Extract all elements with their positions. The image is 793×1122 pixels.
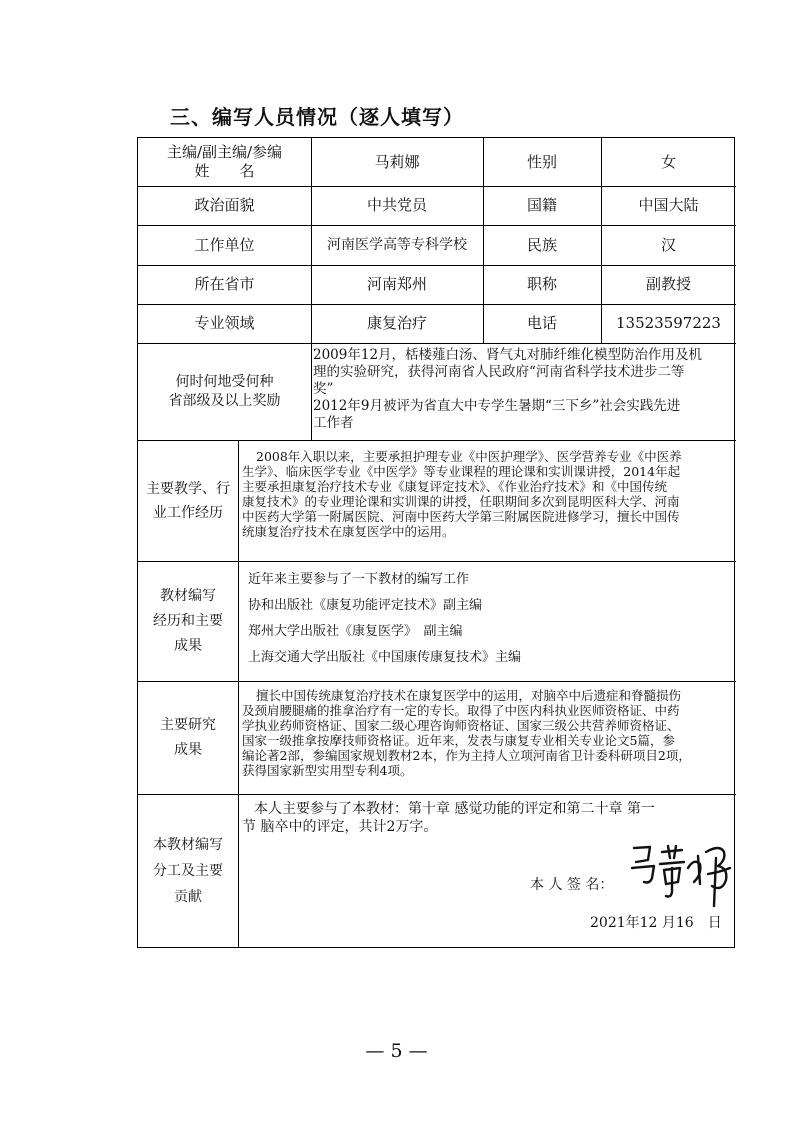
name-value: 马莉娜 [374,152,420,171]
awards-content [313,347,735,439]
field-value: 康复治疗 [366,314,427,332]
research-line: 获得国家新型实用型专利4项。 [242,763,413,778]
research-label-line2: 成果 [174,741,202,758]
title-value: 副教授 [645,275,691,293]
experience-line: 统康复治疗技术在康复医学中的运用。 [242,524,455,539]
experience-label [138,440,238,561]
experience-line: 中医药大学第一附属医院、河南中医药大学第三附属医院进修学习，擅长中国传 [242,509,680,524]
politics-value: 中共党员 [366,196,427,214]
textbooks-line: 郑州大学出版社《康复医学》 副主编 [248,624,463,639]
phone-label: 电话 [526,314,557,332]
field-label: 专业领域 [194,314,255,332]
experience-line: 康复技术》的专业理论课和实训课的讲授，任职期间多次到昆明医科大学、河南 [242,494,680,509]
signature-label-text: 本 人 签 名： [530,877,614,893]
employer-label: 工作单位 [194,235,255,254]
contribution-label-line1: 本教材编写 [153,836,223,853]
city-label: 所在省市 [194,275,255,293]
textbooks-content [248,572,734,678]
textbooks-label [138,561,238,681]
phone-value: 13523597223 [616,314,721,332]
nationality-value: 中国大陆 [638,196,699,214]
research-line: 编论著2部，参编国家规划教材2本，作为主持人立项河南省卫计委科研项目2项， [242,748,691,763]
ethnicity-value: 汉 [660,235,676,254]
nationality-label: 国籍 [526,196,557,214]
page-number: — 5 — [365,1040,428,1062]
textbooks-label-line3: 成果 [174,637,202,654]
research-line: 学执业药师资格证、国家二级心理咨询师资格证、国家三级公共营养师资格证、 [242,718,680,733]
awards-line: 奖” [313,381,334,397]
awards-label [138,343,311,440]
textbooks-label-line1: 教材编写 [160,587,216,604]
awards-label-line2: 省部级及以上奖励 [168,392,281,409]
textbooks-line: 协和出版社《康复功能评定技术》副主编 [248,598,483,613]
research-line: 国家一级推拿按摩技师资格证。近年来，发表与康复专业相关专业论文5篇，参 [242,733,675,748]
awards-line: 工作者 [313,415,354,431]
textbooks-label-line2: 经历和主要 [153,612,223,629]
awards-line: 理的实验研究，获得河南省人民政府“河南省科学技术进步二等 [313,364,685,380]
experience-line: 生学》、临床医学专业《中医学》等专业课程的理论课和实训课讲授，2014年起 [242,464,681,479]
gender-value: 女 [660,152,676,171]
section-title: 三、编写人员情况（逐人填写） [170,105,464,129]
textbooks-line: 上海交通大学出版社《中国康传康复技术》主编 [248,650,522,665]
contribution-label-line2: 分工及主要 [153,862,223,879]
contribution-content [242,800,735,840]
city-value: 河南郑州 [366,275,427,293]
handwritten-signature [628,838,740,910]
awards-line: 2009年12月，栝楼薤白汤、肾气丸对肺纤维化模型防治作用及机 [313,347,703,363]
awards-label-line1: 何时何地受何种 [175,373,274,390]
name-label-line1: 主编/副主编/参编 [166,143,283,161]
sign-date [590,914,734,934]
research-label [138,681,238,794]
author-info-table [137,137,735,948]
title-label: 职称 [526,275,557,293]
sign-date-text: 2021年12 月16 日 [590,915,722,931]
research-line: 及颈肩腰腿痛的推拿治疗有一定的专长。取得了中医内科执业医师资格证、中药 [242,703,680,718]
contribution-label-line3: 贡献 [174,888,202,905]
research-line: 擅长中国传统康复治疗技术在康复医学中的运用，对脑卒中后遗症和脊髓损伤 [256,688,682,703]
research-label-line1: 主要研究 [160,716,216,733]
signature-label [530,876,640,896]
experience-content [242,449,735,557]
contribution-line1: 本人主要参与了本教材：第十章 感觉功能的评定和第二十章 第一 [254,801,655,817]
textbooks-line: 近年来主要参与了一下教材的编写工作 [248,572,470,587]
experience-label-line1: 主要教学、行 [146,480,230,497]
politics-label: 政治面貌 [194,196,255,214]
research-content [242,688,735,792]
experience-line: 主要承担康复治疗技术专业《康复评定技术》、《作业治疗技术》和《中国传统 [242,479,668,494]
employer-value: 河南医学高等专科学校 [327,236,467,253]
awards-line: 2012年9月被评为省直大中专学生暑期“三下乡”社会实践先进 [313,398,681,414]
gender-label: 性别 [526,152,557,171]
experience-line: 2008年入职以来，主要承担护理专业《中医护理学》、医学营养专业《中医养 [256,449,682,464]
name-label [138,138,311,186]
contribution-label [138,794,238,947]
contribution-line2: 节 脑卒中的评定，共计2万字。 [242,819,438,835]
experience-label-line2: 业工作经历 [153,504,223,521]
name-label-line2: 姓 名 [194,162,255,180]
ethnicity-label: 民族 [526,235,557,254]
